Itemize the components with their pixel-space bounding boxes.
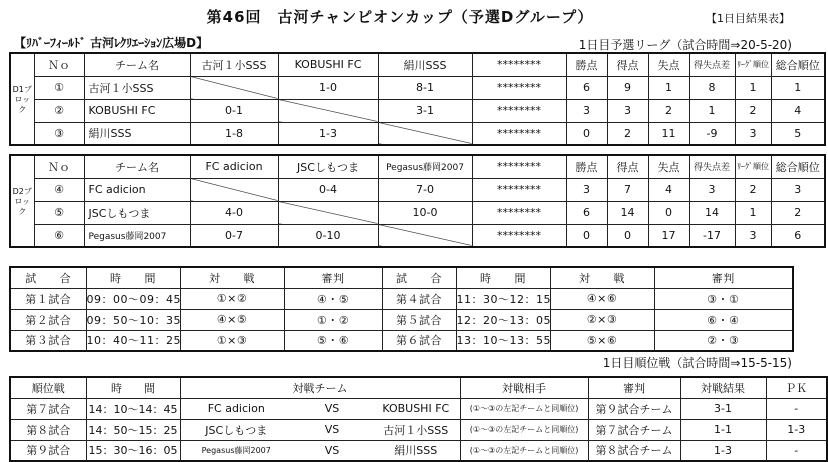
header-goal-diff: 得失点差 xyxy=(689,155,735,178)
header-team-3: Pegasus藤岡2007 xyxy=(378,155,472,178)
match-time: 09：50～10：35 xyxy=(86,309,180,330)
block-d1-header-row xyxy=(10,53,825,76)
schedule-header-row xyxy=(10,267,793,288)
schedule-table xyxy=(9,266,794,352)
header-goals-for: 得点 xyxy=(607,53,648,76)
overall-rank-cell: 3 xyxy=(771,178,825,201)
day-label: 【1日目結果表】 xyxy=(706,12,790,25)
overall-rank-cell: 2 xyxy=(771,201,825,224)
opponent-note: (①～③の左記チームと同順位) xyxy=(460,440,588,461)
header-team-3: 絹川SSS xyxy=(378,53,472,76)
vs-label: VS xyxy=(292,398,372,419)
header-overall-rank: 総合順位 xyxy=(771,53,825,76)
league-rank-cell: 1 xyxy=(735,201,771,224)
league-info: 1日目予選リーグ（試合時間⇒20-5-20) xyxy=(578,38,792,52)
round-name: 第７試合 xyxy=(10,398,86,419)
goals-against-cell: 1 xyxy=(648,76,689,99)
match-name: 第３試合 xyxy=(10,330,86,351)
block-d2-header-row xyxy=(10,155,825,178)
score-cell: 1-0 xyxy=(278,76,378,99)
pk-result: - xyxy=(766,398,827,419)
score-cell: 0-10 xyxy=(278,224,378,247)
row-no: ⑥ xyxy=(34,224,84,247)
match-referee: ③・① xyxy=(654,288,793,309)
round-time: 14：10～14：45 xyxy=(86,398,180,419)
goals-against-cell: 2 xyxy=(648,99,689,122)
header-team-2: KOBUSHI FC xyxy=(278,53,378,76)
match-vs: ④×⑤ xyxy=(180,309,284,330)
score-cell: 0-1 xyxy=(190,99,278,122)
table-row xyxy=(10,330,793,351)
header-referee: 審判 xyxy=(588,377,680,398)
home-team: Pegasus藤岡2007 xyxy=(180,440,292,461)
stars-cell: ******** xyxy=(472,201,566,224)
header-overall-rank: 総合順位 xyxy=(771,155,825,178)
match-referee: ①・② xyxy=(284,309,382,330)
header-referee: 審判 xyxy=(284,267,382,288)
header-vs: 対 戦 xyxy=(180,267,284,288)
header-team: チーム名 xyxy=(84,53,190,76)
header-vs: 対 戦 xyxy=(550,267,654,288)
diagonal-cell xyxy=(278,99,378,122)
row-team: JSCしもつま xyxy=(84,201,190,224)
goals-against-cell: 17 xyxy=(648,224,689,247)
header-team-1: FC adicion xyxy=(190,155,278,178)
row-no: ② xyxy=(34,99,84,122)
away-team: 絹川SSS xyxy=(372,440,460,461)
match-time: 09：00～09：45 xyxy=(86,288,180,309)
goals-for-cell: 2 xyxy=(607,122,648,145)
overall-rank-cell: 5 xyxy=(771,122,825,145)
stars-cell: ******** xyxy=(472,122,566,145)
table-row xyxy=(10,419,827,440)
match-result: 1-1 xyxy=(680,419,766,440)
stars-cell: ******** xyxy=(472,224,566,247)
row-no: ⑤ xyxy=(34,201,84,224)
header-goals-for: 得点 xyxy=(607,155,648,178)
match-vs: ②×③ xyxy=(550,309,654,330)
league-rank-cell: 3 xyxy=(735,224,771,247)
match-name: 第４試合 xyxy=(382,288,456,309)
stars-cell: ******** xyxy=(472,99,566,122)
goals-against-cell: 4 xyxy=(648,178,689,201)
header-team-1: 古河１小SSS xyxy=(190,53,278,76)
table-row xyxy=(10,99,825,122)
goals-against-cell: 0 xyxy=(648,201,689,224)
goals-for-cell: 14 xyxy=(607,201,648,224)
row-team: 古河１小SSS xyxy=(84,76,190,99)
row-team: 絹川SSS xyxy=(84,122,190,145)
match-result: 3-1 xyxy=(680,398,766,419)
match-referee: ④・⑤ xyxy=(284,288,382,309)
match-result: 1-3 xyxy=(680,440,766,461)
header-no: Ｎｏ xyxy=(34,53,84,76)
goal-diff-cell: 1 xyxy=(689,99,735,122)
header-league-rank: ﾘｰｸﾞ順位 xyxy=(735,155,771,178)
header-teams: 対戦チーム xyxy=(180,377,460,398)
match-referee: ⑥・④ xyxy=(654,309,793,330)
goals-for-cell: 7 xyxy=(607,178,648,201)
round-time: 15：30～16：05 xyxy=(86,440,180,461)
page-title: 第46回 古河チャンピオンカップ（予選Dグループ） xyxy=(206,8,594,26)
table-row xyxy=(10,224,825,247)
match-time: 12：20～13：05 xyxy=(456,309,550,330)
away-team: 古河１小SSS xyxy=(372,419,460,440)
home-team: JSCしもつま xyxy=(180,419,292,440)
goal-diff-cell: -17 xyxy=(689,224,735,247)
header-match: 試 合 xyxy=(10,267,86,288)
header-match: 試 合 xyxy=(382,267,456,288)
header-referee: 審判 xyxy=(654,267,793,288)
header-time: 時 間 xyxy=(86,267,180,288)
header-goals-against: 失点 xyxy=(648,53,689,76)
header-result: 対戦結果 xyxy=(680,377,766,398)
match-vs: ①×② xyxy=(180,288,284,309)
referee-team: 第７試合チーム xyxy=(588,419,680,440)
referee-team: 第８試合チーム xyxy=(588,440,680,461)
goals-for-cell: 9 xyxy=(607,76,648,99)
pk-result: 1-3 xyxy=(766,419,827,440)
overall-rank-cell: 1 xyxy=(771,76,825,99)
match-vs: ①×③ xyxy=(180,330,284,351)
header-team-2: JSCしもつま xyxy=(278,155,378,178)
rank-info: 1日目順位戦（試合時間⇒15-5-15) xyxy=(602,356,792,370)
header-stars: ******** xyxy=(472,155,566,178)
header-time: 時 間 xyxy=(456,267,550,288)
header-round: 順位戦 xyxy=(10,377,86,398)
header-time: 時 間 xyxy=(86,377,180,398)
table-row xyxy=(10,309,793,330)
match-name: 第５試合 xyxy=(382,309,456,330)
pk-result: - xyxy=(766,440,827,461)
diagonal-cell xyxy=(378,122,472,145)
goal-diff-cell: 8 xyxy=(689,76,735,99)
match-referee: ②・③ xyxy=(654,330,793,351)
goals-for-cell: 3 xyxy=(607,99,648,122)
score-cell: 0-4 xyxy=(278,178,378,201)
header-league-rank: ﾘｰｸﾞ順位 xyxy=(735,53,771,76)
row-team: FC adicion xyxy=(84,178,190,201)
match-name: 第１試合 xyxy=(10,288,86,309)
round-name: 第９試合 xyxy=(10,440,86,461)
header-team: チーム名 xyxy=(84,155,190,178)
overall-rank-cell: 4 xyxy=(771,99,825,122)
opponent-note: (①～③の左記チームと同順位) xyxy=(460,398,588,419)
block-d2-table xyxy=(9,154,826,248)
table-row xyxy=(10,76,825,99)
header-no: Ｎｏ xyxy=(34,155,84,178)
block-d1-table xyxy=(9,52,826,146)
goal-diff-cell: 14 xyxy=(689,201,735,224)
score-cell: 1-8 xyxy=(190,122,278,145)
match-time: 10：40～11：25 xyxy=(86,330,180,351)
diagonal-cell xyxy=(278,201,378,224)
win-points-cell: 3 xyxy=(566,178,607,201)
ranking-table xyxy=(9,376,828,462)
row-team: KOBUSHI FC xyxy=(84,99,190,122)
league-rank-cell: 2 xyxy=(735,99,771,122)
diagonal-cell xyxy=(190,178,278,201)
goals-for-cell: 0 xyxy=(607,224,648,247)
score-cell: 7-0 xyxy=(378,178,472,201)
diagonal-cell xyxy=(378,224,472,247)
league-rank-cell: 1 xyxy=(735,76,771,99)
table-row xyxy=(10,201,825,224)
match-name: 第２試合 xyxy=(10,309,86,330)
league-rank-cell: 3 xyxy=(735,122,771,145)
row-no: ④ xyxy=(34,178,84,201)
table-row xyxy=(10,288,793,309)
diagonal-cell xyxy=(190,76,278,99)
win-points-cell: 6 xyxy=(566,201,607,224)
match-time: 13：10～13：55 xyxy=(456,330,550,351)
home-team: FC adicion xyxy=(180,398,292,419)
header-pk: ＰＫ xyxy=(766,377,827,398)
round-time: 14：50～15：25 xyxy=(86,419,180,440)
win-points-cell: 3 xyxy=(566,99,607,122)
win-points-cell: 0 xyxy=(566,224,607,247)
match-time: 11：30～12：15 xyxy=(456,288,550,309)
header-goals-against: 失点 xyxy=(648,155,689,178)
goals-against-cell: 11 xyxy=(648,122,689,145)
stars-cell: ******** xyxy=(472,76,566,99)
score-cell: 10-0 xyxy=(378,201,472,224)
match-referee: ⑤・⑥ xyxy=(284,330,382,351)
match-vs: ⑤×⑥ xyxy=(550,330,654,351)
table-row xyxy=(10,178,825,201)
table-row xyxy=(10,398,827,419)
block-d1-label: D1ブロック xyxy=(10,53,34,145)
header-opponent: 対戦相手 xyxy=(460,377,588,398)
away-team: KOBUSHI FC xyxy=(372,398,460,419)
opponent-note: (①～③の左記チームと同順位) xyxy=(460,419,588,440)
vs-label: VS xyxy=(292,419,372,440)
header-goal-diff: 得失点差 xyxy=(689,53,735,76)
score-cell: 8-1 xyxy=(378,76,472,99)
win-points-cell: 6 xyxy=(566,76,607,99)
table-row xyxy=(10,440,827,461)
stars-cell: ******** xyxy=(472,178,566,201)
win-points-cell: 0 xyxy=(566,122,607,145)
goal-diff-cell: 3 xyxy=(689,178,735,201)
block-d2-label: D2ブロック xyxy=(10,155,34,247)
match-vs: ④×⑥ xyxy=(550,288,654,309)
header-win-points: 勝点 xyxy=(566,53,607,76)
score-cell: 4-0 xyxy=(190,201,278,224)
round-name: 第８試合 xyxy=(10,419,86,440)
row-no: ① xyxy=(34,76,84,99)
ranking-header-row xyxy=(10,377,827,398)
overall-rank-cell: 6 xyxy=(771,224,825,247)
match-name: 第６試合 xyxy=(382,330,456,351)
row-no: ③ xyxy=(34,122,84,145)
vs-label: VS xyxy=(292,440,372,461)
header-win-points: 勝点 xyxy=(566,155,607,178)
venue-label: 【ﾘﾊﾞｰﾌｨｰﾙﾄﾞ 古河ﾚｸﾘｴｰｼｮﾝ広場D】 xyxy=(14,36,209,50)
row-team: Pegasus藤岡2007 xyxy=(84,224,190,247)
header-stars: ******** xyxy=(472,53,566,76)
referee-team: 第９試合チーム xyxy=(588,398,680,419)
table-row xyxy=(10,122,825,145)
league-rank-cell: 2 xyxy=(735,178,771,201)
score-cell: 0-7 xyxy=(190,224,278,247)
goal-diff-cell: -9 xyxy=(689,122,735,145)
score-cell: 1-3 xyxy=(278,122,378,145)
score-cell: 3-1 xyxy=(378,99,472,122)
